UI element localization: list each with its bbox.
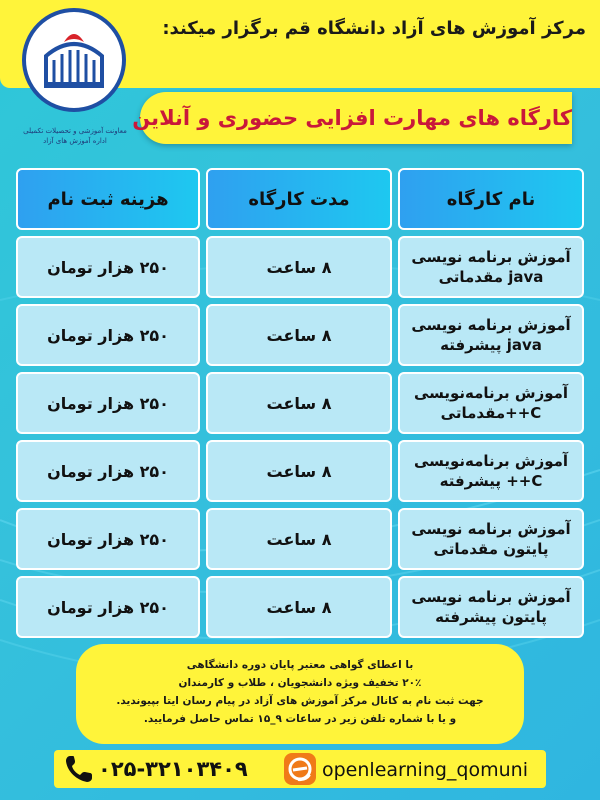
workshop-duration: ۸ ساعت bbox=[206, 304, 392, 366]
workshop-name: آموزش برنامه نویسی java پیشرفته bbox=[398, 304, 584, 366]
workshop-duration: ۸ ساعت bbox=[206, 508, 392, 570]
header-name: نام کارگاه bbox=[398, 168, 584, 230]
subtitle: کارگاه های مهارت افزایی حضوری و آنلاین bbox=[132, 106, 572, 130]
eitaa-icon bbox=[284, 753, 316, 785]
info-line: ۲۰٪ تخفیف ویژه دانشجویان ، طلاب و کارمندان bbox=[178, 677, 422, 689]
workshop-cost: ۲۵۰ هزار تومان bbox=[16, 304, 200, 366]
info-box bbox=[76, 644, 524, 744]
workshop-name: آموزش برنامه نویسی پایتون پیشرفته bbox=[398, 576, 584, 638]
info-line: و یا با شماره تلفن زیر در ساعات ۹_۱۵ تماس حاصل فرمایید. bbox=[143, 713, 457, 725]
workshop-cost: ۲۵۰ هزار تومان bbox=[16, 440, 200, 502]
table-row bbox=[16, 372, 584, 434]
info-line: با اعطای گواهی معتبر پایان دوره دانشگاهی bbox=[186, 659, 414, 671]
header-cost: هزینه ثبت نام bbox=[16, 168, 200, 230]
workshop-cost: ۲۵۰ هزار تومان bbox=[16, 372, 200, 434]
workshop-cost: ۲۵۰ هزار تومان bbox=[16, 576, 200, 638]
info-line: جهت ثبت نام به کانال مرکز آموزش های آزاد در پیام رسان ایتا بپیوندید. bbox=[116, 695, 484, 707]
table-row bbox=[16, 304, 584, 366]
table-row bbox=[16, 440, 584, 502]
header-duration: مدت کارگاه bbox=[206, 168, 392, 230]
workshop-duration: ۸ ساعت bbox=[206, 440, 392, 502]
page-title: مرکز آموزش های آزاد دانشگاه قم برگزار میکند: bbox=[162, 18, 586, 39]
table-row bbox=[16, 236, 584, 298]
workshop-name: آموزش برنامه نویسی java مقدماتی bbox=[398, 236, 584, 298]
workshop-cost: ۲۵۰ هزار تومان bbox=[16, 508, 200, 570]
workshop-name: آموزش برنامه‌نویسی C++مقدماتی bbox=[398, 372, 584, 434]
phone-number[interactable]: ۰۲۵-۳۲۱۰۳۴۰۹ bbox=[98, 757, 248, 781]
workshop-name: آموزش برنامه نویسی پایتون مقدماتی bbox=[398, 508, 584, 570]
workshop-cost: ۲۵۰ هزار تومان bbox=[16, 236, 200, 298]
phone-icon bbox=[64, 753, 94, 785]
workshop-duration: ۸ ساعت bbox=[206, 372, 392, 434]
university-logo bbox=[10, 6, 140, 176]
table-header-row bbox=[16, 168, 584, 230]
table-row bbox=[16, 508, 584, 570]
workshop-duration: ۸ ساعت bbox=[206, 236, 392, 298]
channel-handle[interactable]: openlearning_qomuni bbox=[322, 759, 528, 781]
logo-emblem-icon bbox=[22, 8, 126, 112]
workshop-name: آموزش برنامه‌نویسی C++ پیشرفته bbox=[398, 440, 584, 502]
logo-caption: معاونت آموزشی و تحصیلات تکمیلی اداره آموزش های آزاد bbox=[23, 127, 127, 145]
table-row bbox=[16, 576, 584, 638]
workshop-duration: ۸ ساعت bbox=[206, 576, 392, 638]
